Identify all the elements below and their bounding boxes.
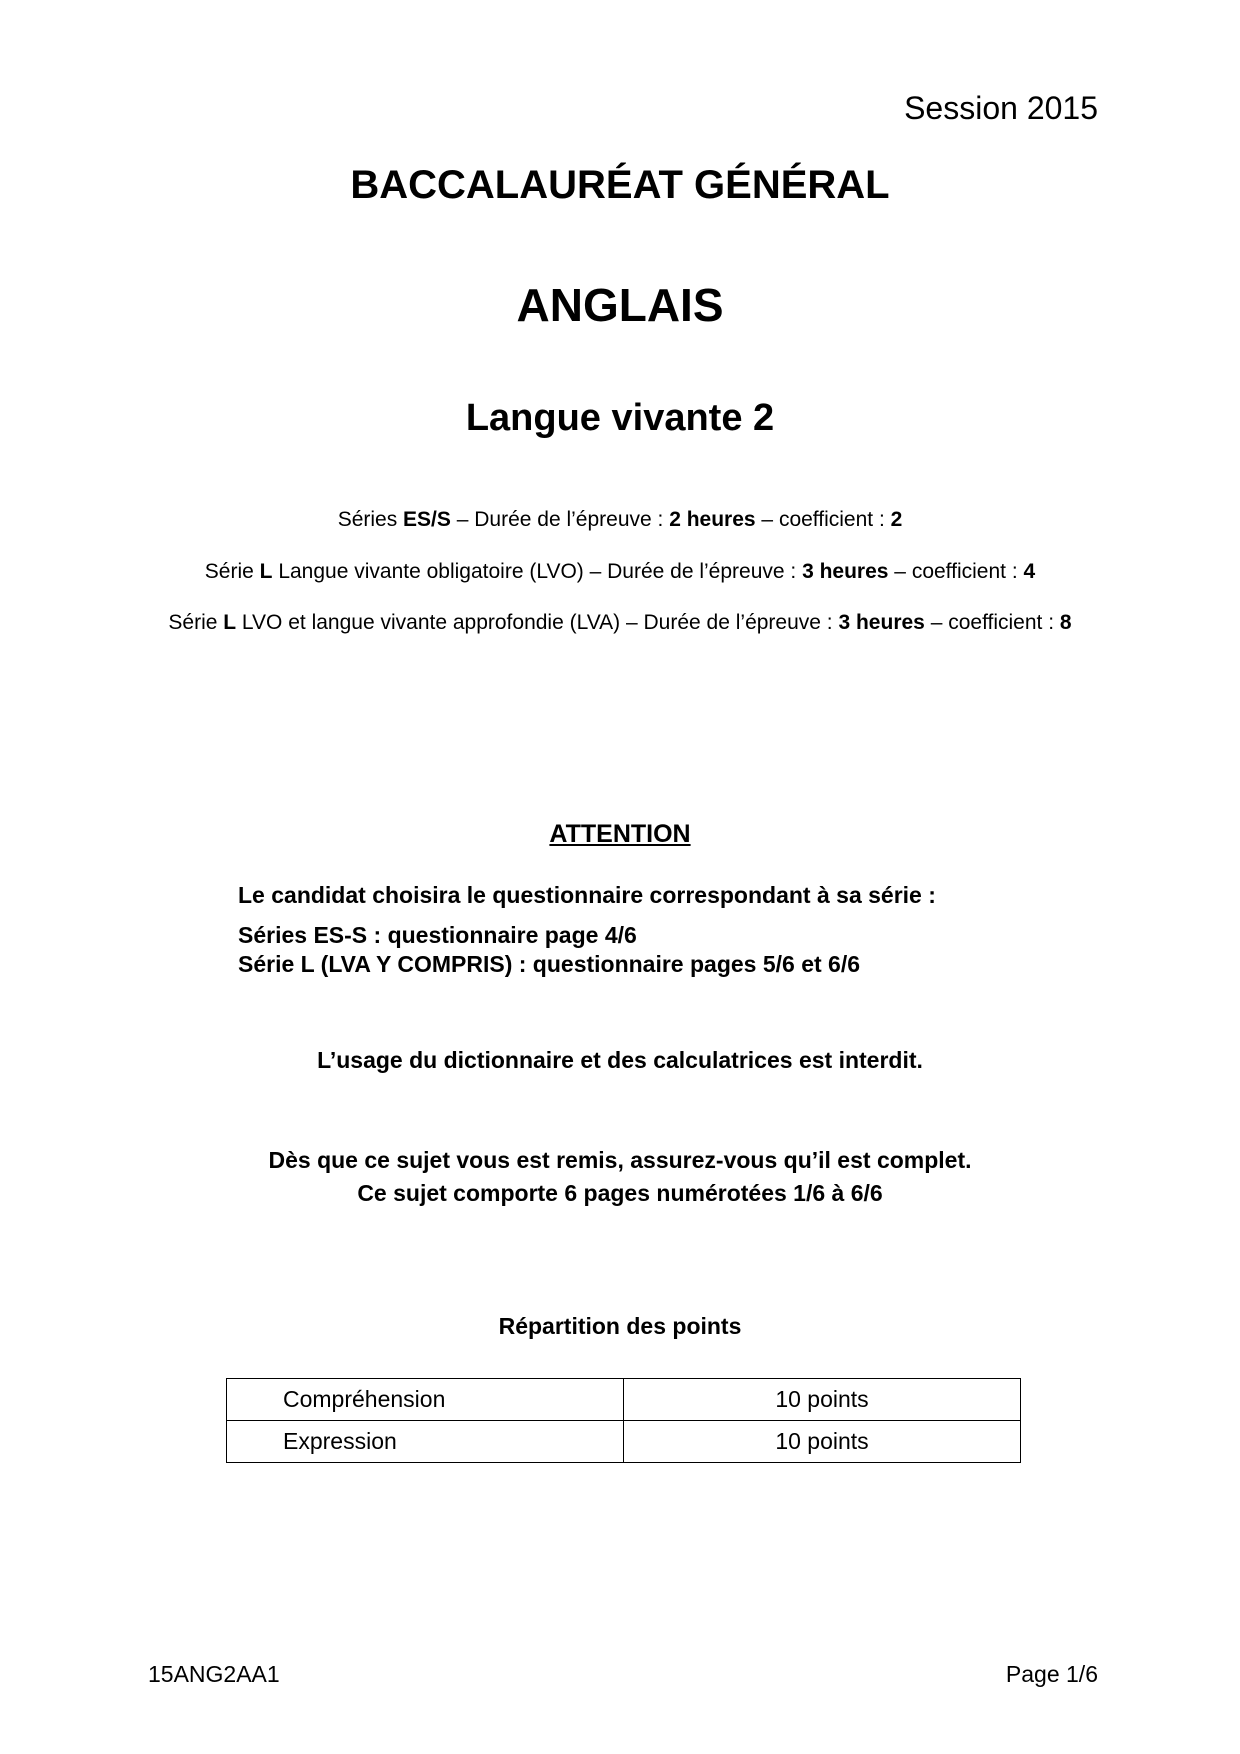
series-name: ES/S [403,508,451,531]
attention-heading: ATTENTION [549,820,691,848]
session-label: Session 2015 [904,90,1098,126]
text: – coefficient : [755,508,891,531]
choice-instruction: Le candidat choisira le questionnaire correspondant à sa série : [238,882,936,908]
text: – coefficient : [888,560,1024,583]
page-count-notice: Ce sujet comporte 6 pages numérotées 1/6 à 6/6 [357,1180,883,1206]
duration: 3 heures [802,560,889,583]
duration: 3 heures [838,611,925,634]
text: – coefficient : [924,611,1060,634]
level-title: Langue vivante 2 [465,397,775,439]
coefficient: 4 [1023,560,1036,583]
coefficient: 2 [890,508,903,531]
points-value: 10 points [624,1421,1021,1463]
points-value: 10 points [624,1379,1021,1421]
points-label: Compréhension [227,1379,624,1421]
series-name: L [223,611,237,634]
points-table [226,1378,1021,1463]
text: Séries [337,508,404,531]
subject-title: ANGLAIS [516,279,724,331]
text: Langue vivante obligatoire (LVO) – Durée de l’épreuve : [272,560,803,583]
page-number: Page 1/6 [1005,1661,1098,1687]
usage-notice: L’usage du dictionnaire et des calculatrices est interdit. [317,1047,923,1073]
series-line [0,611,1240,635]
exam-title: BACCALAURÉAT GÉNÉRAL [350,163,890,207]
text: Série [168,611,224,634]
text: LVO et langue vivante approfondie (LVA) – Durée de l’épreuve : [236,611,839,634]
series-line [0,560,1240,584]
questionnaire-l: Série L (LVA Y COMPRIS) : questionnaire pages 5/6 et 6/6 [238,951,861,977]
text: Série [204,560,260,583]
questionnaire-es-s: Séries ES-S : questionnaire page 4/6 [238,922,637,948]
document-code: 15ANG2AA1 [148,1661,280,1687]
series-line [0,508,1240,532]
table-row [227,1421,1021,1463]
series-name: L [259,560,273,583]
points-heading: Répartition des points [498,1313,742,1339]
text: – Durée de l’épreuve : [450,508,670,531]
points-label: Expression [227,1421,624,1463]
completeness-notice: Dès que ce sujet vous est remis, assurez-vous qu’il est complet. [268,1147,972,1173]
duration: 2 heures [669,508,756,531]
table-row [227,1379,1021,1421]
coefficient: 8 [1059,611,1072,634]
